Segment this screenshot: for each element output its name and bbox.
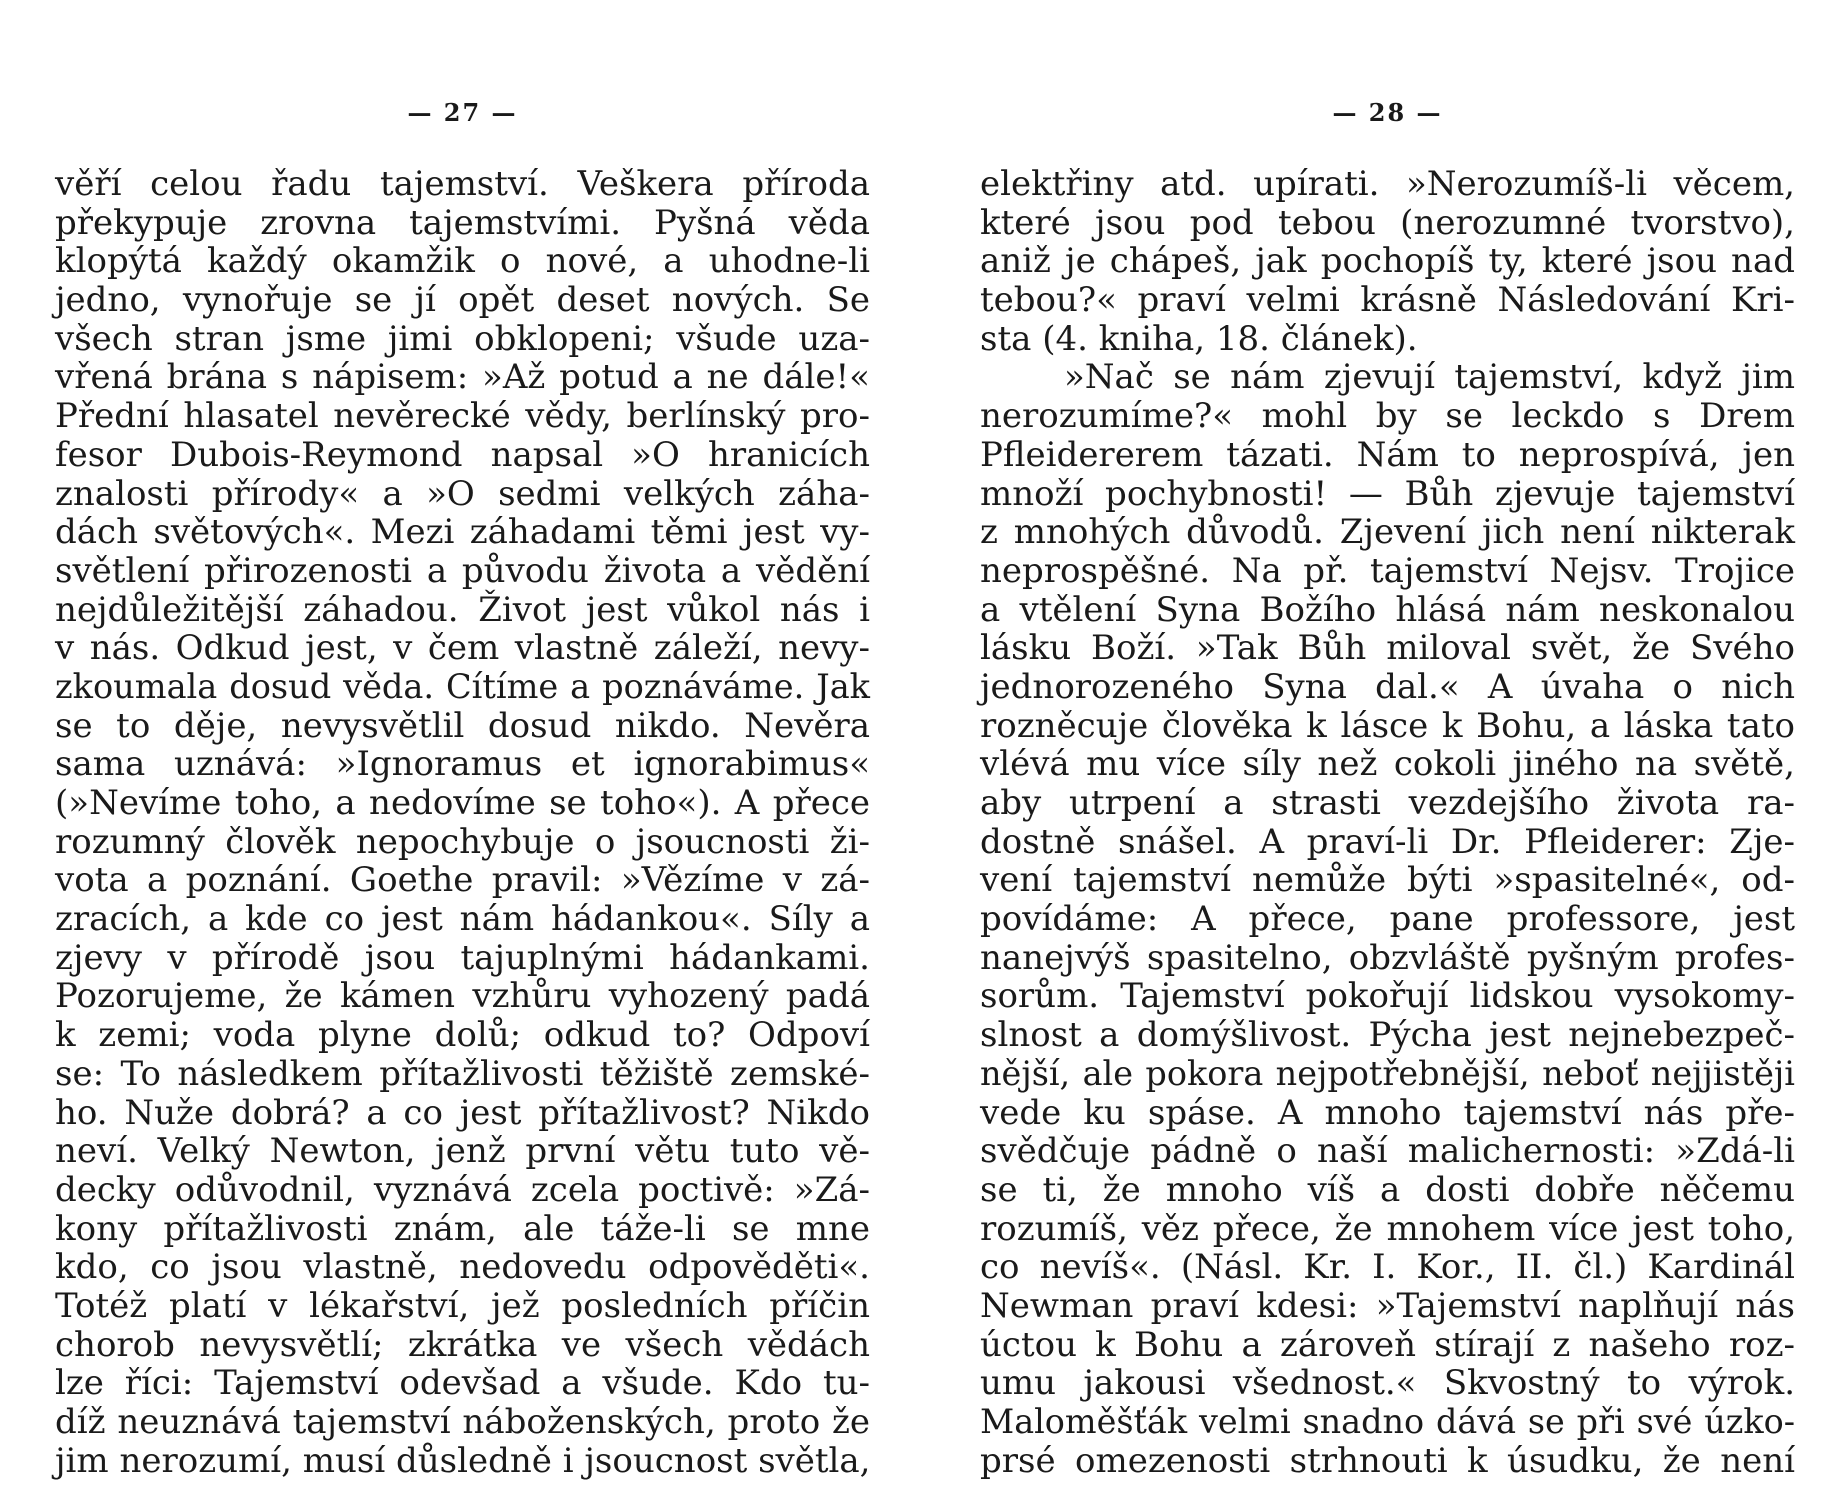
text-line: se: To následkem přítažlivosti těžiště zemské- [55, 1053, 870, 1094]
text-line: překypuje zrovna tajemstvími. Pyšná věda [55, 202, 870, 243]
text-line: se ti, že mnoho víš a dosti dobře něčemu [980, 1169, 1795, 1210]
text-line: co nevíš«. (Násl. Kr. I. Kor., II. čl.) Kardinál [980, 1247, 1795, 1288]
text-line: lze říci: Tajemství odevšad a všude. Kdo tu- [55, 1363, 870, 1404]
text-line: neprospěšné. Na př. tajemství Nejsv. Trojice [980, 550, 1795, 591]
text-line: Newman praví kdesi: »Tajemství naplňují nás [980, 1285, 1795, 1326]
text-line: lásku Boží. »Tak Bůh miloval svět, že Svého [980, 628, 1795, 669]
page-number-right: — 28 — [1332, 98, 1443, 127]
text-line: fesor Dubois-Reymond napsal »O hranicích [55, 434, 870, 475]
text-line: díž neuznává tajemství náboženských, proto že [55, 1402, 870, 1442]
text-line: nejdůležitější záhadou. Život jest vůkol nás i [55, 589, 870, 630]
text-line: které jsou pod tebou (nerozumné tvorstvo), [980, 202, 1795, 243]
text-line: Pozorujeme, že kámen vzhůru vyhozený padá [55, 976, 870, 1017]
text-line: klopýtá každý okamžik o nové, a uhodne-li [55, 241, 870, 282]
text-line: jednorozeného Syna dal.« A úvaha o nich [980, 666, 1795, 707]
text-line: vlévá mu více síly než cokoli jiného na světě, [980, 744, 1795, 785]
text-line: věří celou řadu tajemství. Veškera příroda [55, 164, 870, 204]
right-page-text [980, 165, 1795, 1480]
text-line: jedno, vynořuje se jí opět deset nových. Se [55, 280, 870, 321]
text-line: v nás. Odkud jest, v čem vlastně záleží, nevy- [55, 628, 870, 669]
text-line: kdo, co jsou vlastně, nedovedu odpověděti«. [55, 1247, 870, 1288]
text-line: vřená brána s nápisem: »Až potud a ne dále!« [55, 357, 870, 398]
text-line: zracích, a kde co jest nám hádankou«. Síly a [55, 899, 870, 940]
text-line: vede ku spáse. A mnoho tajemství nás pře- [980, 1092, 1795, 1133]
text-line: se to děje, nevysvětlil dosud nikdo. Nevěra [55, 705, 870, 746]
text-line: aniž je chápeš, jak pochopíš ty, které jsou nad [980, 241, 1795, 282]
left-page-text [55, 165, 870, 1480]
text-line: sta (4. kniha, 18. článek). [980, 318, 1418, 359]
text-line: rozněcuje člověka k lásce k Bohu, a láska tato [980, 705, 1795, 746]
text-line: jim nerozumí, musí důsledně i jsoucnost světla, [55, 1440, 871, 1481]
text-line: »Nač se nám zjevují tajemství, když jim [1064, 357, 1795, 398]
text-line: Totéž platí v lékařství, jež posledních příčin [55, 1285, 870, 1326]
text-line: neví. Velký Newton, jenž první větu tuto vě- [55, 1131, 870, 1172]
text-line: nanejvýš spasitelno, obzvláště pyšným profes- [980, 937, 1795, 978]
text-line: ho. Nuže dobrá? a co jest přítažlivost? Nikdo [55, 1092, 870, 1133]
text-line: všech stran jsme jimi obklopeni; všude uza- [55, 318, 870, 359]
text-line: množí pochybnosti! — Bůh zjevuje tajemství [980, 473, 1795, 514]
text-line: dách světových«. Mezi záhadami těmi jest vy- [55, 512, 870, 553]
text-line: povídáme: A přece, pane professore, jest [980, 899, 1795, 940]
text-line: prsé omezenosti strhnouti k úsudku, že není [980, 1440, 1795, 1481]
text-line: úctou k Bohu a zároveň stírají z našeho roz- [980, 1324, 1795, 1365]
text-line: dostně snášel. A praví-li Dr. Pfleiderer: Zje- [980, 821, 1795, 862]
page-number-left: — 27 — [407, 98, 518, 127]
text-line: rozumný člověk nepochybuje o jsoucnosti ži- [55, 821, 870, 862]
text-line: nější, ale pokora nejpotřebnější, neboť nejjistěji [980, 1053, 1795, 1093]
text-line: zkoumala dosud věda. Cítíme a poznáváme. Jak [55, 666, 870, 706]
text-line: svědčuje pádně o naší malichernosti: »Zdá-li [980, 1131, 1795, 1172]
text-line: tebou?« praví velmi krásně Následování Kri- [980, 280, 1795, 321]
text-line: aby utrpení a strasti vezdejšího života ra- [980, 783, 1795, 823]
text-line: z mnohých důvodů. Zjevení jich není nikterak [980, 512, 1795, 553]
text-line: zjevy v přírodě jsou tajuplnými hádankami. [55, 937, 870, 978]
text-line: kony přítažlivosti znám, ale táže-li se mne [55, 1208, 870, 1249]
text-line: slnost a domýšlivost. Pýcha jest nejnebezpeč- [980, 1015, 1795, 1056]
text-line: rozumíš, věz přece, že mnohem více jest toho, [980, 1208, 1795, 1249]
text-line: světlení přirozenosti a původu života a vědění [55, 550, 870, 591]
left-page [55, 0, 870, 1500]
text-line: a vtělení Syna Božího hlásá nám neskonalou [980, 589, 1795, 630]
text-line: Pfleidererem tázati. Nám to neprospívá, jen [980, 434, 1795, 475]
text-line: k zemi; voda plyne dolů; odkud to? Odpoví [55, 1015, 870, 1056]
text-line: elektřiny atd. upírati. »Nerozumíš-li věcem, [980, 164, 1795, 204]
text-line: Přední hlasatel nevěrecké vědy, berlínský pro- [55, 396, 870, 437]
right-page [980, 0, 1795, 1500]
text-line: umu jakousi všednost.« Skvostný to výrok. [980, 1363, 1795, 1404]
text-line: (»Nevíme toho, a nedovíme se toho«). A přece [55, 783, 870, 823]
text-line: Maloměšťák velmi snadno dává se při své úzko- [980, 1402, 1795, 1441]
text-line: sorům. Tajemství pokořují lidskou vysokomy- [980, 976, 1795, 1017]
text-line: chorob nevysvětlí; zkrátka ve všech vědách [55, 1324, 870, 1365]
text-line: vota a poznání. Goethe pravil: »Vězíme v zá- [55, 860, 870, 901]
text-line: nerozumíme?« mohl by se leckdo s Drem [980, 396, 1795, 437]
text-line: sama uznává: »Ignoramus et ignorabimus« [55, 744, 870, 785]
text-line: znalosti přírody« a »O sedmi velkých záha- [55, 473, 870, 514]
text-line: decky odůvodnil, vyznává zcela poctivě: »Zá- [55, 1169, 870, 1210]
text-line: vení tajemství nemůže býti »spasitelné«, od- [980, 860, 1795, 901]
